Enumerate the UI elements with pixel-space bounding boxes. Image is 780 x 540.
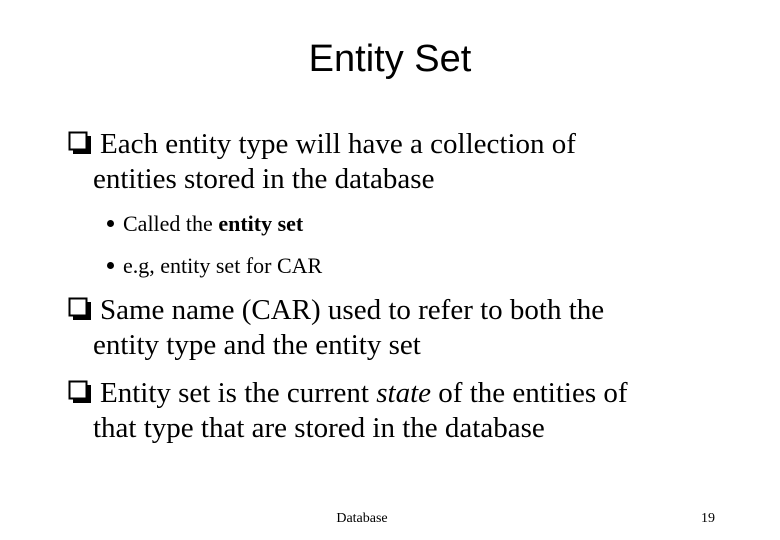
bullet-3-line-1	[68, 376, 728, 411]
bullet-3-italic-text: state	[376, 377, 432, 409]
bullet-1	[68, 127, 728, 197]
subbullet-2-text: e.g, entity set for CAR	[123, 253, 323, 278]
dot-bullet-icon	[107, 220, 114, 227]
hollow-square-bullet-icon	[68, 297, 92, 321]
bullet-3-text-1a: Entity set is the current	[100, 377, 377, 409]
bullet-3-text-1b: of the entities of	[431, 377, 628, 409]
bullet-1-line-1	[68, 127, 728, 162]
subbullet-1-bold-text: entity set	[218, 211, 304, 236]
bullet-3-text-2: that type that are stored in the database	[93, 412, 545, 444]
hollow-square-bullet-icon	[68, 131, 92, 155]
bullet-2	[68, 293, 728, 363]
subbullet-1-text: Called the	[123, 211, 219, 236]
bullet-3	[68, 376, 728, 446]
slide-title: Entity Set	[308, 38, 472, 80]
bullet-1-text-2: entities stored in the database	[93, 163, 435, 195]
bullet-2-line-1	[68, 293, 728, 328]
bullet-2-text-2: entity type and the entity set	[93, 329, 421, 361]
dot-bullet-icon	[107, 262, 114, 269]
hollow-square-bullet-icon	[68, 380, 92, 404]
bullet-1-text-1: Each entity type will have a collection of	[100, 128, 576, 160]
footer-label: Database	[336, 511, 388, 526]
subbullet-1	[107, 210, 303, 238]
subbullet-2	[107, 252, 322, 280]
bullet-2-text-1: Same name (CAR) used to refer to both the	[100, 294, 605, 326]
page-number: 19	[701, 511, 715, 526]
